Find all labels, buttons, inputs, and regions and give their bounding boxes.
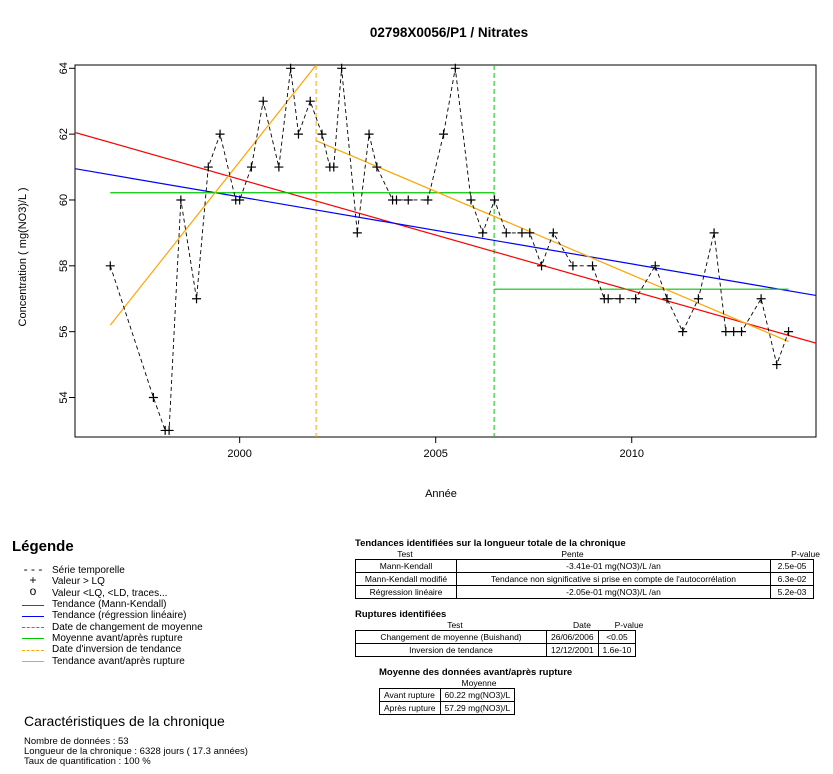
series-line: [110, 68, 788, 430]
legend-symbol: [20, 633, 46, 643]
legend-label: Tendance avant/après rupture: [52, 655, 185, 667]
legend-symbol: [20, 645, 46, 655]
data-point: [294, 130, 303, 139]
legend-label: Tendance (régression linéaire): [52, 610, 187, 622]
data-point: [466, 195, 475, 204]
data-point: [216, 130, 225, 139]
trends-header: [355, 549, 825, 559]
trends-table: [355, 559, 814, 599]
trend-test: Régression linéaire: [356, 586, 457, 599]
legend-item: [20, 561, 342, 577]
ruptures-header-test: Test: [447, 620, 463, 630]
ruptures-title: Ruptures identifiées: [355, 609, 447, 620]
data-point: [615, 294, 624, 303]
y-tick-label: 62: [57, 128, 70, 141]
legend-label: Moyenne avant/après rupture: [52, 632, 183, 644]
table-row: [356, 560, 814, 573]
data-point: [176, 195, 185, 204]
x-tick-label: 2010: [619, 448, 644, 460]
legend-item: [20, 644, 342, 655]
data-point: [729, 327, 738, 336]
legend-symbol: [20, 622, 46, 632]
table-row: [380, 689, 515, 702]
data-point: [772, 360, 781, 369]
data-point: [423, 195, 432, 204]
trend-line: [75, 132, 816, 343]
trend-pvalue: 2.5e-05: [771, 560, 814, 573]
data-point: [392, 195, 401, 204]
legend-label: Date d'inversion de tendance: [52, 644, 182, 656]
chronicle-length: Longueur de la chronique : 6328 jours ( 17.3 années): [24, 746, 248, 757]
means-title: Moyenne des données avant/après rupture: [379, 667, 573, 678]
ruptures-header-pvalue: P-value: [614, 620, 644, 630]
data-point: [631, 294, 640, 303]
quantification-rate: Taux de quantification : 100 %: [24, 756, 151, 767]
trend-pvalue: 6.3e-02: [771, 573, 814, 586]
y-tick-label: 60: [57, 193, 70, 207]
data-point: [259, 97, 268, 106]
data-point: [306, 97, 315, 106]
legend-item: [20, 599, 342, 610]
legend-symbol: [20, 656, 46, 666]
data-point: [439, 130, 448, 139]
mean-label: Avant rupture: [380, 689, 441, 702]
trend-line: [316, 141, 788, 342]
chart-title: 02798X0056/P1 / Nitrates: [369, 25, 529, 40]
data-point: [404, 195, 413, 204]
table-row: [356, 631, 636, 644]
data-count: Nombre de données : 53: [24, 736, 129, 747]
data-point: [247, 163, 256, 172]
y-tick-label: 64: [57, 62, 70, 75]
legend-label: Valeur <LQ, <LD, traces...: [52, 587, 168, 599]
rupture-pvalue: 1.6e-10: [598, 644, 636, 657]
legend-symbol: - - -: [23, 561, 43, 576]
data-point: [329, 163, 338, 172]
data-point: [549, 228, 558, 237]
rupture-pvalue: <0.05: [598, 631, 636, 644]
y-axis-label: Concentration ( mg(NO3)/L ): [17, 187, 29, 327]
trend-slope: Tendance non significative si prise en compte de l'autocorrélation: [457, 573, 771, 586]
trend-line: [75, 169, 816, 296]
data-point: [502, 228, 511, 237]
mean-label: Après rupture: [380, 702, 441, 715]
data-point: [149, 393, 158, 402]
data-point: [274, 163, 283, 172]
legend-symbol: +: [29, 572, 37, 587]
legend-label: Valeur > LQ: [52, 576, 105, 588]
data-point: [710, 228, 719, 237]
legend-symbol: [20, 600, 46, 610]
ruptures-header-date: Date: [573, 620, 591, 630]
ruptures-table: [355, 630, 636, 657]
x-tick-label: 2000: [227, 448, 252, 460]
data-point: [757, 294, 766, 303]
y-tick-label: 56: [57, 325, 70, 338]
rupture-test: Changement de moyenne (Buishand): [356, 631, 547, 644]
rupture-date: 12/12/2001: [547, 644, 599, 657]
table-row: [356, 573, 814, 586]
x-axis-label: Année: [425, 488, 457, 500]
trend-slope: -2.05e-01 mg(NO3)/L /an: [457, 586, 771, 599]
data-point: [490, 195, 499, 204]
data-point: [737, 327, 746, 336]
trends-header-pvalue: P-value: [791, 549, 820, 559]
trend-pvalue: 5.2e-03: [771, 586, 814, 599]
table-row: [356, 586, 814, 599]
legend-item: [20, 572, 342, 588]
data-point: [165, 426, 174, 435]
legend: [12, 538, 342, 667]
data-point: [106, 261, 115, 270]
ruptures-header: [355, 620, 825, 630]
rupture-test: Inversion de tendance: [356, 644, 547, 657]
means-header: [379, 678, 825, 688]
legend-title: Légende: [12, 538, 74, 555]
trends-header-slope: Pente: [561, 549, 584, 559]
data-point: [721, 327, 730, 336]
data-point: [678, 327, 687, 336]
table-row: [356, 644, 636, 657]
data-point: [372, 163, 381, 172]
y-tick-label: 54: [57, 391, 70, 404]
legend-symbol: o: [29, 584, 37, 599]
data-point: [318, 130, 327, 139]
legend-item: [20, 621, 342, 632]
legend-label: Tendance (Mann-Kendall): [52, 599, 167, 611]
trend-test: Mann-Kendall: [356, 560, 457, 573]
mean-value: 57.29 mg(NO3)/L: [440, 702, 515, 715]
legend-item: [20, 610, 342, 621]
data-point: [478, 228, 487, 237]
data-point: [588, 261, 597, 270]
data-point: [204, 163, 213, 172]
trends-header-test: Test: [397, 549, 413, 559]
plot-area: [75, 65, 816, 437]
data-point: [568, 261, 577, 270]
mean-value: 60.22 mg(NO3)/L: [440, 689, 515, 702]
y-tick-label: 58: [57, 259, 70, 272]
legend-item: [20, 584, 342, 599]
legend-item: [20, 633, 342, 644]
data-point: [365, 130, 374, 139]
legend-symbol: [20, 611, 46, 621]
means-header-value: Moyenne: [461, 678, 497, 688]
legend-label: Date de changement de moyenne: [52, 621, 203, 633]
legend-item: [20, 655, 342, 666]
data-point: [353, 228, 362, 237]
rupture-date: 26/06/2006: [547, 631, 599, 644]
x-tick-label: 2005: [423, 448, 448, 460]
characteristics-title: Caractéristiques de la chronique: [24, 713, 225, 729]
means-table: [379, 688, 515, 715]
table-row: [380, 702, 515, 715]
data-point: [604, 294, 613, 303]
trend-line: [110, 65, 316, 325]
data-point: [192, 294, 201, 303]
trend-test: Mann-Kendall modifié: [356, 573, 457, 586]
data-point: [537, 261, 546, 270]
legend-label: Série temporelle: [52, 565, 125, 577]
trends-title: Tendances identifiées sur la longueur totale de la chronique: [355, 538, 626, 549]
trend-slope: -3.41e-01 mg(NO3)/L /an: [457, 560, 771, 573]
chronicle-characteristics: [24, 713, 248, 767]
stats-tables: [355, 538, 825, 715]
